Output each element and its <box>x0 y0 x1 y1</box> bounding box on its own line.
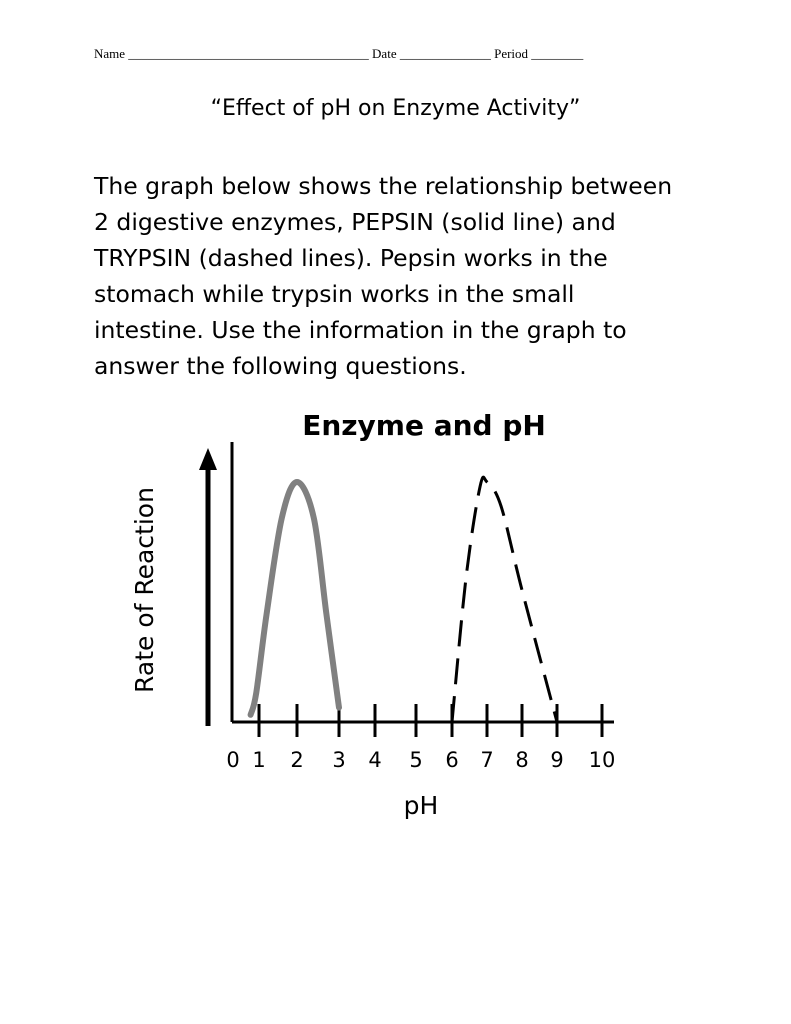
name-blank: _____________________________________ <box>128 46 369 61</box>
x-tick-label: 3 <box>332 748 346 772</box>
x-tick-label: 5 <box>409 748 423 772</box>
x-tick-label: 0 <box>226 748 240 772</box>
y-axis-label: Rate of Reaction <box>130 487 159 693</box>
intro-line: 2 digestive enzymes, PEPSIN (solid line) and <box>94 208 616 236</box>
x-tick-label: 4 <box>368 748 382 772</box>
period-blank: ________ <box>531 46 584 61</box>
intro-line: TRYPSIN (dashed lines). Pepsin works in the <box>94 244 608 272</box>
x-axis-label: pH <box>403 791 439 820</box>
x-tick-label: 6 <box>445 748 459 772</box>
chart-title: Enzyme and pH <box>302 409 546 442</box>
x-tick-label: 10 <box>588 748 616 772</box>
intro-line: intestine. Use the information in the graph to <box>94 316 627 344</box>
x-tick-label: 8 <box>515 748 529 772</box>
x-tick-label: 2 <box>290 748 304 772</box>
x-tick-label: 1 <box>252 748 266 772</box>
intro-line: The graph below shows the relationship between <box>94 172 673 200</box>
x-tick-label: 7 <box>480 748 494 772</box>
worksheet-title: “Effect of pH on Enzyme Activity” <box>210 96 581 121</box>
rate-arrow-head <box>199 448 217 470</box>
date-blank: ______________ <box>399 46 491 61</box>
chart-series <box>251 477 557 722</box>
trypsin-dashed-curve <box>452 477 557 722</box>
pepsin-solid-curve <box>251 482 339 715</box>
date-label: Date <box>372 46 397 61</box>
x-tick-labels <box>226 748 615 772</box>
period-label: Period <box>494 46 529 61</box>
intro-line: answer the following questions. <box>94 352 467 380</box>
enzyme-ph-chart <box>0 390 791 850</box>
x-tick-label: 9 <box>550 748 564 772</box>
intro-paragraph <box>94 168 714 384</box>
name-label: Name <box>94 46 126 61</box>
student-info-line <box>94 46 694 62</box>
intro-line: stomach while trypsin works in the small <box>94 280 575 308</box>
